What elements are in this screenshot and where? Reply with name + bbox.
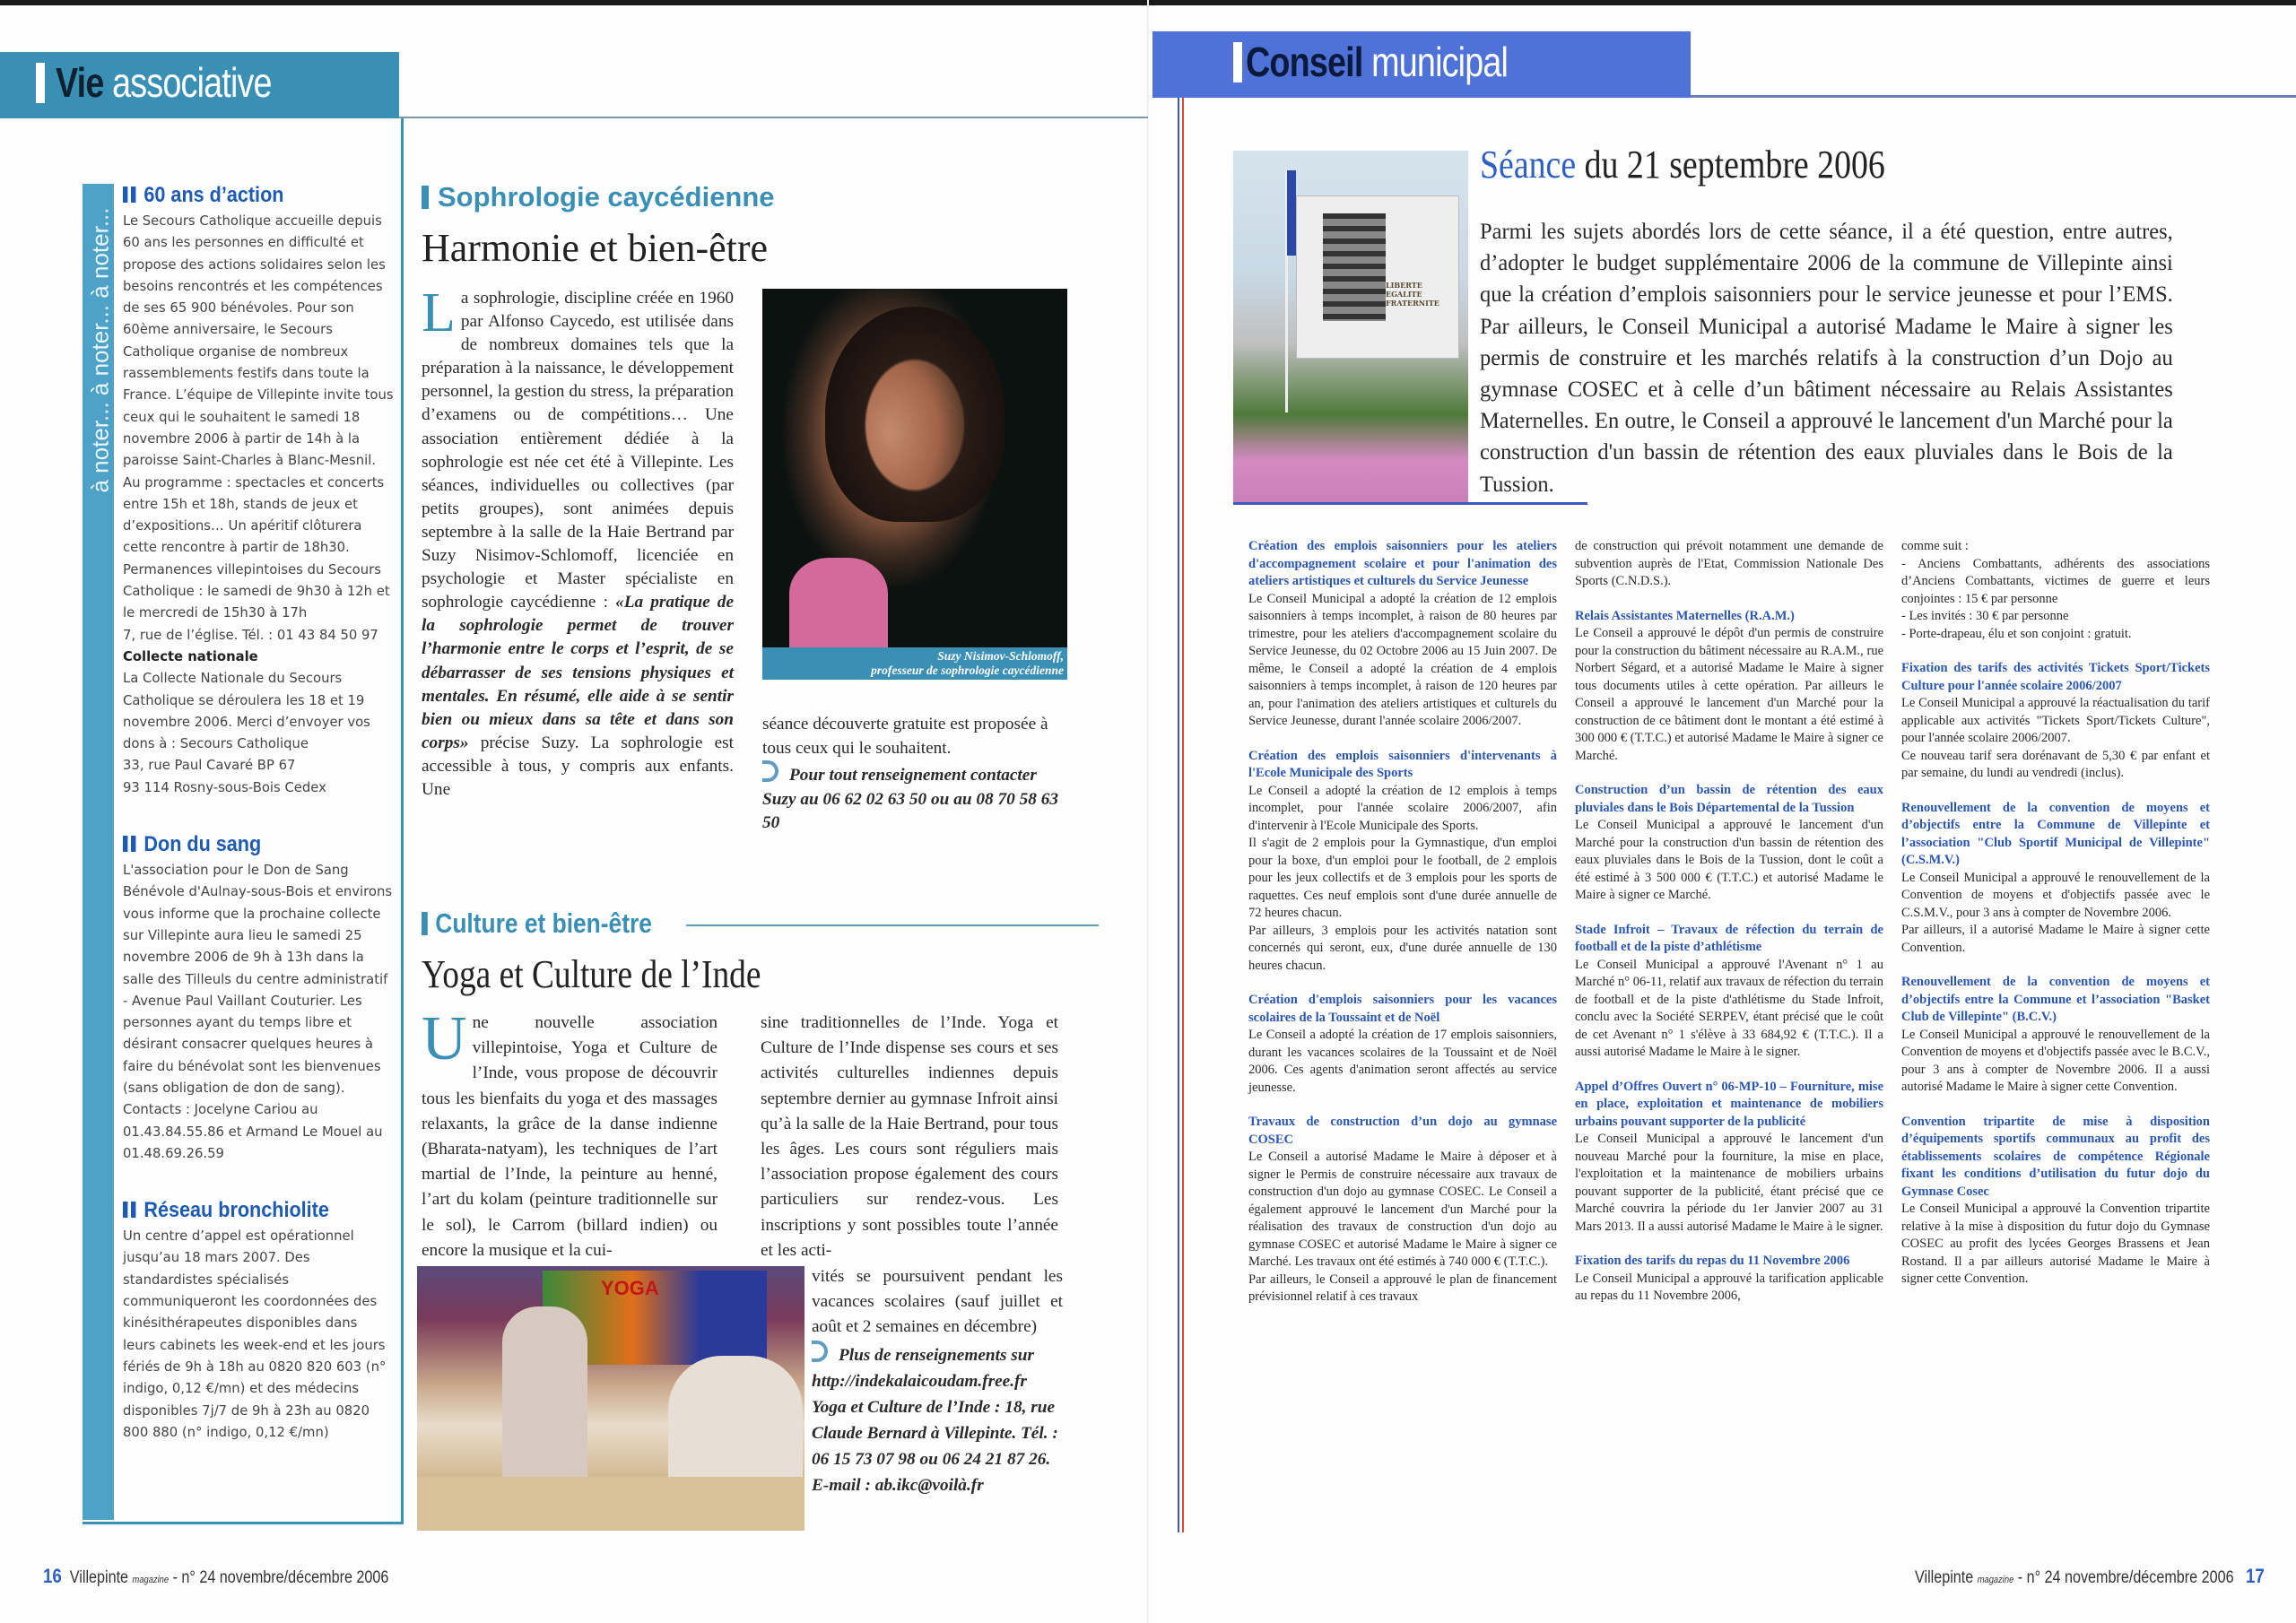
sidebar-item [123, 831, 394, 1165]
contact-info [762, 760, 1072, 836]
drop-cap: L [422, 282, 456, 343]
sidebar-content [123, 182, 394, 1444]
council-column [1575, 538, 1883, 1323]
caption-name: Suzy Nisimov-Schlomoff, [937, 649, 1064, 663]
body-text: séance découverte gratuite est proposée à tous ceux qui le souhaitent. [762, 715, 1048, 758]
article-title: Harmonie et bien-être [422, 226, 769, 270]
decision-text: Le Conseil Municipal a approuvé le lancement d'un nouveau Marché pour la fourniture, la mise en place, l'exploitation et la maintenance de mobiliers urbains pouvant supporter de la publicité, étant précisé que ce Marché couvrira la période du 1er Janvier 2007 au 31 Mars 2013. Il a aussi autorisé Madame le Maire à le signer. [1575, 1132, 1883, 1234]
decision-text: Le Conseil Municipal a approuvé le renouvellement de la Convention de moyens et d'objectifs passée avec le C.S.M.V., pour 3 ans à compter de Novembre 2006. [1901, 870, 2210, 920]
article-intro: Parmi les sujets abordés lors de cette séance, il a été question, entre autres, d’adopter le budget supplémentaire 2006 de la commune de Villepinte ainsi que la création d’emplois saisonniers pour le service jeunesse et pour l’EMS. Par ailleurs, le Conseil Municipal a autorisé Madame le Maire à signer les permis de construire et les marchés relatifs à la construction d’un Dojo au gymnase COSEC et à celle d’un bâtiment nécessaire au Relais Assistantes Maternelles. En outre, le Conseil a approuvé le lancement d'un Marché pour la construction d'un bassin de rétention des eaux pluviales dans le Bois de la Tussion. [1480, 218, 2173, 497]
flag [1287, 170, 1296, 256]
kicker-rule [686, 924, 1099, 926]
sidebar-paragraph: L'association pour le Don de Sang Bénévole d'Aulnay-sous-Bois et environs vous informe que la prochaine collecte sur Villepinte aura lieu le samedi 25 novembre 2006 de 9h à 13h dans la salle des Tilleuls du centre administratif - Avenue Paul Vaillant Couturier. Les personnes ayant du temps libre et désirant consacrer quelques heures à faire du bénévolat sont les bienvenues (sans obligation de don de sang). [123, 863, 393, 1096]
council-column [1901, 538, 2210, 1306]
banner-bar-icon [36, 63, 45, 103]
decision-text: - Porte-drapeau, élu et son conjoint : gratuit. [1901, 626, 2132, 641]
kicker-text: Culture et bien-être [435, 907, 652, 939]
sidebar-paragraph: Contacts : Jocelyne Cariou au 01.43.84.55.86 et Armand Le Mouel au 01.48.69.26.59 [123, 1102, 383, 1161]
sidebar-item-heading [123, 182, 367, 209]
drop-cap: U [422, 1004, 467, 1073]
contact-text: Plus de renseignements sur http://indekalaicoudam.free.fr Yoga et Culture de l’Inde : 18, rue Claude Bernard à Villepinte. Tél. : 06 15 73 07 98 ou 06 24 21 87 26. E-mail : ab.ikc@voilà.fr [812, 1345, 1058, 1495]
tricolor-rule-blue [1178, 98, 1179, 1532]
sidebar-item-title: Réseau bronchiolite [144, 1198, 329, 1223]
page-number: 17 [2246, 1565, 2265, 1587]
council-decision [1901, 974, 2210, 1097]
section-title [56, 57, 272, 108]
sidebar-item [123, 1197, 394, 1444]
decision-heading: Renouvellement de la convention de moyens et d’objectifs entre la Commune de Villepinte et l’association "Club Sportif Municipal de Villepinte" (C.S.M.V.) [1901, 800, 2210, 867]
decision-text: Le Conseil Municipal a adopté la création de 12 emplois saisonniers à temps incomplet, à raison de 80 heures par trimestre, pour les ateliers d'accompagnement scolaire du Service Jeunesse, du 02 Octobre 2006 au 15 Juin 2007. De même, le Conseil a adopté la création de 4 emplois saisonniers à temps incomplet, à raison de 120 heures par an, pour l'animation des ateliers artistiques et culturels du Service Jeunesse, durant l'année scolaire 2006/2007. [1248, 591, 1557, 728]
council-decision [1575, 1079, 1883, 1237]
council-decision [1575, 922, 1883, 1062]
body-text: précise Suzy. La sophrologie est accessible à tous, y compris aux enfants. Une [422, 733, 734, 799]
decision-heading: Relais Assistantes Maternelles (R.A.M.) [1575, 608, 1795, 623]
decision-text: Le Conseil a autorisé Madame le Maire à déposer et à signer le Permis de construire nécessaire aux travaux de construction d'un dojo au gymnase COSEC. Le Conseil a également approuvé le lancement d'un Marché pour la réalisation des travaux de construction d'un dojo au gymnase COSEC et autorisé Madame le Maire à signer ce Marché. Les travaux ont été estimés à 740 000 € (T.T.C.). [1248, 1150, 1557, 1269]
decision-text: Le Conseil Municipal a approuvé la réactualisation du tarif applicable aux activités "Tickets Sport/Tickets Culture", pour l'année scolaire 2006/2007. [1901, 696, 2210, 745]
double-bar-icon [123, 1202, 135, 1218]
section-title-bold: Vie [56, 59, 104, 106]
council-decision [1901, 800, 2210, 958]
section-title-bold: Conseil [1246, 39, 1363, 85]
decision-heading: Fixation des tarifs des activités Tickets Sport/Tickets Culture pour l'année scolaire 2006/2007 [1901, 661, 2210, 693]
header-rule [1691, 95, 2296, 98]
council-decision [1901, 538, 2210, 643]
article-continuation [762, 713, 1072, 836]
contact-info [812, 1341, 1063, 1498]
section-title-light: associative [112, 59, 272, 106]
page-footer [1915, 1565, 2265, 1588]
council-decision [1901, 660, 2210, 783]
section-title-light: municipal [1371, 39, 1509, 85]
banner-bar-icon [1233, 42, 1242, 82]
page-number: 16 [43, 1565, 62, 1587]
sidebar-item-heading [123, 831, 367, 858]
council-decision [1248, 1114, 1557, 1306]
decision-heading: Travaux de construction d’un dojo au gymnase COSEC [1248, 1115, 1557, 1147]
council-column [1248, 538, 1557, 1324]
decision-text: Le Conseil Municipal a approuvé le lancement d'un Marché pour la construction d'un bassin de rétention des eaux pluviales dans le Bois de la Tussion, dont le coût a été estimé à 3 500 000 € (T.T.C.) et autorisé Madame le Maire à signer ce Marché. [1575, 818, 1883, 902]
decision-heading: Création d'emplois saisonniers pour les vacances scolaires de la Toussaint et de Noël [1248, 993, 1557, 1025]
article-column: sine traditionnelles de l’Inde. Yoga et Culture de l’Inde dispense ses cours et ses activités culturelles indiennes depuis septembre dernier au gymnase Infroit ainsi qu’à la salle de la Haie Bertrand, pour tous les âges. Les cours sont réguliers mais l’association propose également des cours particuliers sur rendez-vous. Les inscriptions y sont possibles toute l’année et les acti- [761, 1013, 1058, 1260]
header-rule [399, 117, 1148, 118]
article-kicker [422, 906, 652, 942]
town-hall-photo [1233, 151, 1468, 502]
section-title [1246, 37, 1508, 87]
sidebar-vertical-label: à noter... à noter... à noter... [86, 207, 114, 493]
council-decision [1575, 782, 1883, 905]
carrom-board [417, 1477, 804, 1531]
arrow-icon [762, 760, 778, 782]
council-decision [1901, 1114, 2210, 1289]
council-decision [1575, 538, 1883, 591]
body-text: vités se poursuivent pendant les vacances scolaires (sauf juillet et août et 2 semaines en décembre) [812, 1267, 1063, 1337]
section-banner-vie-associative [0, 52, 399, 118]
decision-text: Par ailleurs, il a autorisé Madame le Maire à signer cette Convention. [1901, 923, 2210, 955]
decision-heading: Création des emplois saisonniers d'intervenants à l'Ecole Municipale des Sports [1248, 748, 1557, 780]
decision-heading: Convention tripartite de mise à disposition d’équipements sportifs communaux au profit des établissements scolaires de compétence Régionale fixant les conditions d’utilisation du futur dojo du Gymnase Cosec [1901, 1114, 2210, 1199]
tricolor-rule-red [1182, 98, 1184, 1532]
decision-text: Ce nouveau tarif sera dorénavant de 5,30 € par enfant et par semaine, du lundi au vendredi (inclus). [1901, 748, 2210, 780]
decision-text: Le Conseil a approuvé le dépôt d'un permis de construire pour la construction du bâtiment nécessaire au R.A.M., rue Norbert Ségard, et a autorisé Madame le Maire à signer tous documents utiles à cette opération. Par ailleurs le Conseil a approuvé le lancement d'un Marché pour la construction de ce bâtiment dont le montant a été estimé à 300 000 € (T.T.C.) et autorisé Madame le Maire à signer ce Marché. [1575, 626, 1883, 763]
double-bar-icon [123, 836, 135, 852]
decision-text: comme suit : [1901, 539, 1969, 553]
article-body [422, 282, 734, 802]
footer-brand: Villepinte [69, 1568, 129, 1587]
article-column [422, 1004, 718, 1263]
sidebar-item-title: 60 ans d’action [144, 183, 284, 207]
article-title [1480, 141, 1885, 189]
article-title: Yoga et Culture de l’Inde [422, 952, 761, 996]
pull-quote: «La pratique de la sophrologie permet de trouver l’harmonie entre le corps et l’esprit, de se débarrasser de ses tensions physiques et mentales. En résumé, elle aide à se sentir bien ou mieux dans sa tête et dans son corps» [422, 593, 734, 752]
decision-text: Le Conseil a adopté la création de 12 emplois à temps incomplet, pour l'année scolaire 2006/2007, afin d'intervenir à l'Ecole Municipale des Sports. [1248, 783, 1557, 833]
article-kicker [422, 179, 775, 215]
sidebar-paragraph: Un centre d’appel est opérationnel jusqu’au 18 mars 2007. Des standardistes spécialisés communiqueront les coordonnées des kinésithérapeutes disponibles dans leurs cabinets les week-end et les jours fériés de 9h à 18h au 0820 820 603 (n° indigo, 0,12 €/mn) et des médecins disponibles 7j/7 de 9h à 23h au 0820 800 880 (n° indigo, 0,12 €/mn) [123, 1228, 387, 1440]
council-decision [1248, 538, 1557, 731]
contact-text: Pour tout renseignement contacter Suzy au 06 62 02 63 50 ou au 08 70 58 63 50 [762, 766, 1058, 832]
sidebar-item [123, 182, 394, 799]
sidebar-strip [83, 184, 114, 1520]
sidebar-item-title: Don du sang [144, 832, 262, 857]
caption-role: professeur de sophrologie caycédienne [871, 664, 1064, 677]
footer-issue: - n° 24 novembre/décembre 2006 [172, 1568, 389, 1587]
decision-heading: Renouvellement de la convention de moyens et d’objectifs entre la Commune et l’association "Basket Club de Villepinte" (B.C.V.) [1901, 975, 2210, 1024]
decision-text: - Les invités : 30 € par personne [1901, 609, 2069, 623]
sidebar-item-heading [123, 1197, 367, 1224]
decision-text: Par ailleurs, 3 emplois pour les activités natation sont concernés qui seront, eux, d'une durée annuelle de 130 heures chacun. [1248, 923, 1557, 973]
decision-text: de construction qui prévoit notamment une demande de subvention auprès de l'Etat, Commission Nationale Des Sports (C.N.D.S.). [1575, 539, 1883, 588]
page-gutter [1147, 0, 1149, 1623]
footer-issue: - n° 24 novembre/décembre 2006 [2017, 1568, 2234, 1587]
title-rest: du 21 septembre 2006 [1576, 143, 1885, 187]
sidebar-paragraph: 7, rue de l’église. Tél. : 01 43 84 50 97 [123, 627, 378, 643]
kicker-text: Sophrologie caycédienne [438, 181, 775, 213]
council-decision [1248, 992, 1557, 1097]
facade-inscription: LIBERTE EGALITE FRATERNITE [1386, 281, 1439, 308]
council-decision [1575, 1253, 1883, 1306]
council-decision [1575, 608, 1883, 766]
photo-underline [1233, 502, 1587, 505]
photo-caption [762, 647, 1067, 680]
double-bar-icon [123, 187, 135, 203]
page-footer [43, 1565, 388, 1588]
decision-heading: Stade Infroit – Travaux de réfection du terrain de football et de la piste d’athlétisme [1575, 922, 1883, 954]
sidebar-paragraph: 93 114 Rosny-sous-Bois Cedex [123, 779, 326, 795]
kicker-bar-icon [422, 186, 429, 209]
decision-heading: Fixation des tarifs du repas du 11 Novembre 2006 [1575, 1254, 1850, 1268]
sidebar-paragraph: 33, rue Paul Cavaré BP 67 [123, 758, 296, 774]
kicker-bar-icon [422, 912, 428, 935]
body-text: a sophrologie, discipline créée en 1960 par Alfonso Caycedo, est utilisée dans de nombreux domaines tels que la préparation à la naissance, le développement personnel, la gestion du stress, la préparation d’examens ou de compétitions… Une association entièrement dédiée à la sophrologie est née cet été à Villepinte. Les séances, individuelles ou collectives (par petits groupes), sont animées depuis septembre à la salle de la Haie Bertrand par Suzy Nisimov-Schlomoff, licenciée en psychologie et Master spécialiste en sophrologie caycédienne : [422, 289, 734, 612]
footer-brand: Villepinte [1915, 1568, 1974, 1587]
portrait-photo [762, 289, 1067, 647]
article-column [812, 1264, 1063, 1498]
yoga-event-photo [417, 1266, 804, 1531]
section-banner-conseil-municipal [1152, 31, 1691, 98]
decision-text: Le Conseil Municipal a approuvé la Convention tripartite relative à la mise à disposition du futur dojo du Gymnase COSEC au profit des lycées Georges Brassens et Jean Rostand. Il a par ailleurs autorisé Madame le Maire à signer cette Convention. [1901, 1202, 2210, 1286]
body-text: ne nouvelle association villepintoise, Yoga et Culture de l’Inde, vous propose de découvrir tous les bienfaits du yoga et des massages relaxants, la grâce de la danse indienne (Bharata-natyam), les techniques de l’art martial de l’Inde, la peinture au henné, l’art du kolam (peinture traditionnelle sur le sol), le Carrom (billard indien) ou encore la musique et la cui- [422, 1013, 718, 1260]
decision-text: Par ailleurs, le Conseil a approuvé le plan de financement prévisionnel relatif à ces travaux [1248, 1271, 1557, 1304]
sidebar-paragraph: Le Secours Catholique accueille depuis 60 ans les personnes en difficulté et propose des actions solidaires selon les besoins rencontrés et les compétences de ses 65 900 bénévoles. Pour son 60ème anniversaire, le Secours Catholique organise de nombreux rassemblements festifs dans toute la France. L’équipe de Villepinte invite tous ceux qui le souhaitent le samedi 18 novembre 2006 à partir de 14h à la paroisse Saint-Charles à Blanc-Mesnil. Au programme : spectacles et concerts entre 15h et 18h, stands de jeux et d’expositions… Un apéritif clôturera cette rencontre à partir de 18h30. [123, 213, 394, 556]
sidebar-paragraph: La Collecte Nationale du Secours Catholique se déroulera les 18 et 19 novembre 2006. Merci d’envoyer vos dons à : Secours Catholique [123, 671, 370, 752]
sidebar-subheading: Collecte nationale [123, 648, 258, 664]
decision-text: Le Conseil a adopté la création de 17 emplois saisonniers, durant les vacances scolaires de la Toussaint et de Noël 2006. Ces agents d'animation seront affectés au service jeunesse. [1248, 1028, 1557, 1095]
sidebar-paragraph: Permanences villepintoises du Secours Catholique : le samedi de 9h30 à 12h et le mercredi de 15h30 à 17h [123, 561, 390, 621]
decision-text: Le Conseil Municipal a approuvé la tarification applicable au repas du 11 Novembre 2006, [1575, 1271, 1883, 1303]
decision-heading: Appel d’Offres Ouvert n° 06-MP-10 – Fourniture, mise en place, exploitation et maintenance de mobiliers urbains pouvant supporter de la publicité [1575, 1079, 1883, 1129]
arrow-icon [812, 1341, 828, 1362]
decision-text: Il s'agit de 2 emplois pour la Gymnastique, d'un emploi pour la boxe, d'un emploi pour le football, de 2 emplois pour les jeux collectifs et de 3 emplois pour les sports de raquettes. Ces neuf emplois sont d'une durée annuelle de 72 heures chacun. [1248, 836, 1557, 920]
decision-heading: Création des emplois saisonniers pour les ateliers d'accompagnement scolaire et pour l'animation des ateliers artistiques et culturels du Service Jeunesse [1248, 539, 1557, 588]
footer-mag: magazine [132, 1575, 170, 1585]
decision-text: - Anciens Combattants, adhérents des associations d’Anciens Combattants, victimes de guerre et leurs conjointes : 15 € par personne [1901, 556, 2210, 606]
decision-text: Le Conseil Municipal a approuvé l'Avenant n° 1 au Marché n° 06-11, relatif aux travaux de réfection du terrain de football et de la piste d'athlétisme du Stade Infroit, conclu avec la Société SERPEV, étant précisé que le coût de cet Avenant n° 1 s'élève à 33 684,92 € (T.T.C.). Il a aussi autorisé Madame le Maire à le signer. [1575, 957, 1883, 1059]
council-decision [1248, 748, 1557, 976]
footer-mag: magazine [1977, 1575, 2014, 1585]
decision-heading: Construction d’un bassin de rétention des eaux pluviales dans le Bois Départemental de la Tussion [1575, 783, 1883, 815]
decision-text: Le Conseil Municipal a approuvé le renouvellement de la Convention de moyens et d'objectifs passée avec le B.C.V., pour 3 ans à compter de Novembre 2006. Il a aussi autorisé Madame le Maire à signer cette Convention. [1901, 1027, 2210, 1094]
title-highlight: Séance [1480, 143, 1577, 187]
photo-banner-text: YOGA [601, 1277, 659, 1299]
